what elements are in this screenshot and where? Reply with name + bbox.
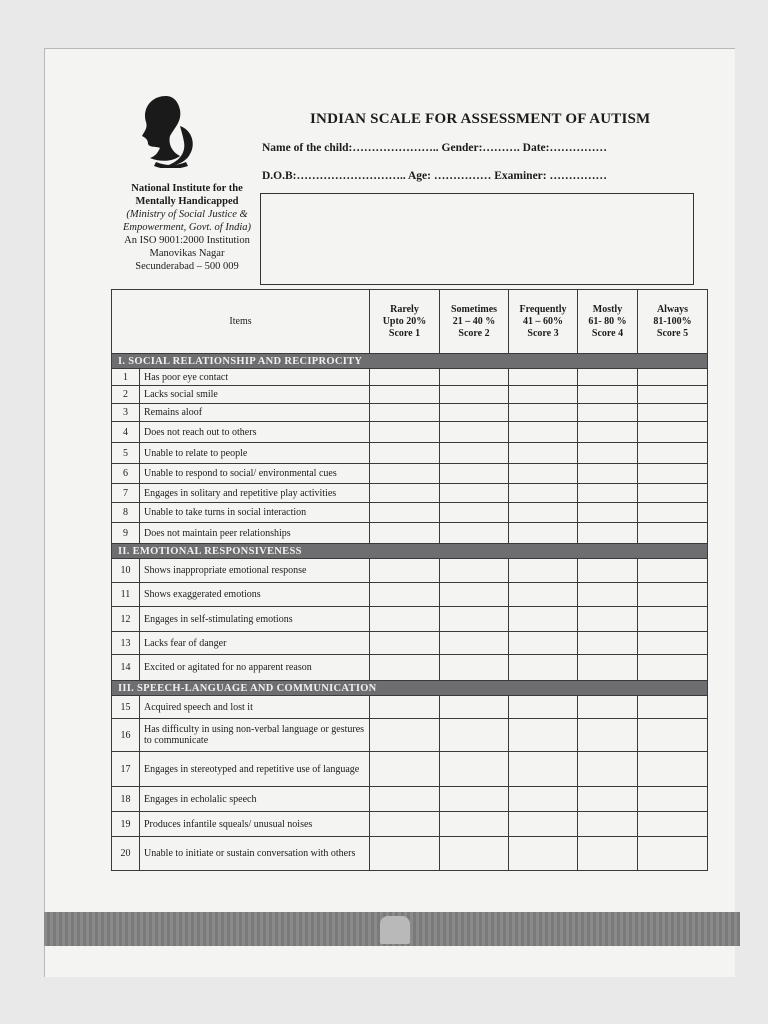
score-3-cell[interactable] xyxy=(509,386,578,404)
score-1-cell[interactable] xyxy=(370,837,440,871)
score-4-cell[interactable] xyxy=(578,812,638,837)
score-4-cell[interactable] xyxy=(578,464,638,484)
section-header-row xyxy=(112,544,708,559)
item-text: Shows inappropriate emotional response xyxy=(140,559,370,583)
institute-line: Secunderabad – 500 009 xyxy=(135,261,239,272)
score-2-cell[interactable] xyxy=(440,632,509,655)
score-1-cell[interactable] xyxy=(370,607,440,632)
score-1-cell[interactable] xyxy=(370,787,440,812)
table-row xyxy=(112,369,708,386)
score-1-cell[interactable] xyxy=(370,484,440,503)
item-number: 7 xyxy=(112,484,140,503)
institute-logo-icon xyxy=(136,92,200,168)
score-4-cell[interactable] xyxy=(578,404,638,422)
score-1-cell[interactable] xyxy=(370,386,440,404)
section-header-row xyxy=(112,354,708,369)
table-row xyxy=(112,386,708,404)
score-3-cell[interactable] xyxy=(509,559,578,583)
table-row xyxy=(112,607,708,632)
score-2-cell[interactable] xyxy=(440,752,509,787)
score-2-cell[interactable] xyxy=(440,559,509,583)
item-text: Remains aloof xyxy=(140,404,370,422)
item-text: Engages in self-stimulating emotions xyxy=(140,607,370,632)
score-4-cell[interactable] xyxy=(578,523,638,544)
score-4-cell[interactable] xyxy=(578,632,638,655)
item-number: 10 xyxy=(112,559,140,583)
item-number: 17 xyxy=(112,752,140,787)
score-1-cell[interactable] xyxy=(370,523,440,544)
item-text: Acquired speech and lost it xyxy=(140,696,370,719)
score-1-cell[interactable] xyxy=(370,752,440,787)
score-3-cell[interactable] xyxy=(509,696,578,719)
table-row xyxy=(112,583,708,607)
score-2-cell[interactable] xyxy=(440,787,509,812)
item-number: 16 xyxy=(112,719,140,752)
score-2-cell[interactable] xyxy=(440,583,509,607)
score-5-cell[interactable] xyxy=(638,787,708,812)
item-text: Unable to take turns in social interaction xyxy=(140,503,370,523)
item-text: Produces infantile squeals/ unusual noises xyxy=(140,812,370,837)
institute-line: Manovikas Nagar xyxy=(149,248,225,259)
item-number: 1 xyxy=(112,369,140,386)
table-row xyxy=(112,484,708,503)
item-text: Excited or agitated for no apparent reason xyxy=(140,655,370,681)
table-row xyxy=(112,812,708,837)
score-5-cell[interactable] xyxy=(638,443,708,464)
item-text: Engages in stereotyped and repetitive use of language xyxy=(140,752,370,787)
score3-header: Frequently 41 – 60% Score 3 xyxy=(509,290,578,354)
table-row xyxy=(112,523,708,544)
score-3-cell[interactable] xyxy=(509,404,578,422)
score-4-cell[interactable] xyxy=(578,443,638,464)
score-4-cell[interactable] xyxy=(578,655,638,681)
table-row xyxy=(112,655,708,681)
score-5-cell[interactable] xyxy=(638,484,708,503)
item-text: Engages in solitary and repetitive play activities xyxy=(140,484,370,503)
page-title: INDIAN SCALE FOR ASSESSMENT OF AUTISM xyxy=(310,111,651,127)
score-1-cell[interactable] xyxy=(370,812,440,837)
table-row xyxy=(112,752,708,787)
score-5-cell[interactable] xyxy=(638,632,708,655)
item-text: Lacks fear of danger xyxy=(140,632,370,655)
score-1-cell[interactable] xyxy=(370,443,440,464)
item-number: 3 xyxy=(112,404,140,422)
score-1-cell[interactable] xyxy=(370,655,440,681)
score-4-cell[interactable] xyxy=(578,607,638,632)
score-5-cell[interactable] xyxy=(638,386,708,404)
score-5-cell[interactable] xyxy=(638,812,708,837)
table-header-row xyxy=(112,290,708,354)
item-text: Does not reach out to others xyxy=(140,422,370,443)
score-5-cell[interactable] xyxy=(638,523,708,544)
institute-line: Empowerment, Govt. of India) xyxy=(122,222,252,233)
item-text: Has difficulty in using non-verbal language or gestures to communicate xyxy=(140,719,370,752)
score-2-cell[interactable] xyxy=(440,422,509,443)
score-1-cell[interactable] xyxy=(370,696,440,719)
section-header-row xyxy=(112,681,708,696)
score-3-cell[interactable] xyxy=(509,752,578,787)
footer-tab xyxy=(380,916,410,944)
score-5-cell[interactable] xyxy=(638,422,708,443)
institute-line: Mentally Handicapped xyxy=(135,196,239,207)
score-5-cell[interactable] xyxy=(638,464,708,484)
item-number: 15 xyxy=(112,696,140,719)
section-title: III. SPEECH-LANGUAGE AND COMMUNICATION xyxy=(112,681,708,696)
score-5-cell[interactable] xyxy=(638,369,708,386)
score-3-cell[interactable] xyxy=(509,837,578,871)
table-row xyxy=(112,443,708,464)
score-1-cell[interactable] xyxy=(370,369,440,386)
score-2-cell[interactable] xyxy=(440,696,509,719)
institute-address xyxy=(100,182,274,273)
item-number: 14 xyxy=(112,655,140,681)
dob-info-line[interactable]: D.O.B:……………………….. Age: …………… Examiner: …………… xyxy=(262,170,607,182)
item-number: 2 xyxy=(112,386,140,404)
score-5-cell[interactable] xyxy=(638,655,708,681)
score-1-cell[interactable] xyxy=(370,719,440,752)
item-text: Unable to relate to people xyxy=(140,443,370,464)
score-5-cell[interactable] xyxy=(638,837,708,871)
score-1-cell[interactable] xyxy=(370,422,440,443)
score-5-cell[interactable] xyxy=(638,583,708,607)
notes-box[interactable] xyxy=(260,193,694,285)
score-1-cell[interactable] xyxy=(370,583,440,607)
score-3-cell[interactable] xyxy=(509,787,578,812)
institute-line: An ISO 9001:2000 Institution xyxy=(124,235,250,246)
score-5-cell[interactable] xyxy=(638,752,708,787)
score-2-cell[interactable] xyxy=(440,719,509,752)
score-2-cell[interactable] xyxy=(440,443,509,464)
table-row xyxy=(112,696,708,719)
score-2-cell[interactable] xyxy=(440,837,509,871)
score-2-cell[interactable] xyxy=(440,812,509,837)
score-1-cell[interactable] xyxy=(370,404,440,422)
score-2-cell[interactable] xyxy=(440,607,509,632)
score-4-cell[interactable] xyxy=(578,837,638,871)
score-3-cell[interactable] xyxy=(509,484,578,503)
item-text: Engages in echolalic speech xyxy=(140,787,370,812)
section-title: I. SOCIAL RELATIONSHIP AND RECIPROCITY xyxy=(112,354,708,369)
score-2-cell[interactable] xyxy=(440,484,509,503)
score-1-cell[interactable] xyxy=(370,559,440,583)
score-4-cell[interactable] xyxy=(578,422,638,443)
score-4-cell[interactable] xyxy=(578,719,638,752)
assessment-table xyxy=(111,289,708,871)
item-number: 18 xyxy=(112,787,140,812)
score-4-cell[interactable] xyxy=(578,752,638,787)
items-header: Items xyxy=(112,290,370,354)
score2-header: Sometimes 21 – 40 % Score 2 xyxy=(440,290,509,354)
score-3-cell[interactable] xyxy=(509,719,578,752)
score-5-cell[interactable] xyxy=(638,503,708,523)
table-row xyxy=(112,422,708,443)
item-text: Unable to initiate or sustain conversation with others xyxy=(140,837,370,871)
item-text: Does not maintain peer relationships xyxy=(140,523,370,544)
score-1-cell[interactable] xyxy=(370,464,440,484)
item-number: 8 xyxy=(112,503,140,523)
score-5-cell[interactable] xyxy=(638,559,708,583)
score-4-cell[interactable] xyxy=(578,696,638,719)
table-row xyxy=(112,464,708,484)
score-2-cell[interactable] xyxy=(440,369,509,386)
item-text: Lacks social smile xyxy=(140,386,370,404)
score-1-cell[interactable] xyxy=(370,503,440,523)
table-row xyxy=(112,503,708,523)
score-4-cell[interactable] xyxy=(578,787,638,812)
score-4-cell[interactable] xyxy=(578,369,638,386)
score-5-cell[interactable] xyxy=(638,719,708,752)
table-row xyxy=(112,404,708,422)
score-2-cell[interactable] xyxy=(440,503,509,523)
table-row xyxy=(112,632,708,655)
score-4-cell[interactable] xyxy=(578,386,638,404)
score-1-cell[interactable] xyxy=(370,632,440,655)
score-3-cell[interactable] xyxy=(509,523,578,544)
item-number: 11 xyxy=(112,583,140,607)
score-5-cell[interactable] xyxy=(638,607,708,632)
item-text: Unable to respond to social/ environmental cues xyxy=(140,464,370,484)
score-3-cell[interactable] xyxy=(509,583,578,607)
score-2-cell[interactable] xyxy=(440,523,509,544)
score-2-cell[interactable] xyxy=(440,464,509,484)
score-5-cell[interactable] xyxy=(638,696,708,719)
score-4-cell[interactable] xyxy=(578,583,638,607)
institute-line: National Institute for the xyxy=(131,183,243,194)
item-number: 6 xyxy=(112,464,140,484)
score-3-cell[interactable] xyxy=(509,812,578,837)
score-3-cell[interactable] xyxy=(509,607,578,632)
section-title: II. EMOTIONAL RESPONSIVENESS xyxy=(112,544,708,559)
score-2-cell[interactable] xyxy=(440,655,509,681)
table-row xyxy=(112,837,708,871)
score-4-cell[interactable] xyxy=(578,484,638,503)
item-number: 12 xyxy=(112,607,140,632)
score-3-cell[interactable] xyxy=(509,655,578,681)
item-number: 5 xyxy=(112,443,140,464)
score-5-cell[interactable] xyxy=(638,404,708,422)
score1-header: Rarely Upto 20% Score 1 xyxy=(370,290,440,354)
item-number: 19 xyxy=(112,812,140,837)
score-2-cell[interactable] xyxy=(440,386,509,404)
score-2-cell[interactable] xyxy=(440,404,509,422)
score-3-cell[interactable] xyxy=(509,464,578,484)
score-3-cell[interactable] xyxy=(509,369,578,386)
score-4-cell[interactable] xyxy=(578,503,638,523)
score-3-cell[interactable] xyxy=(509,422,578,443)
table-row xyxy=(112,719,708,752)
item-number: 9 xyxy=(112,523,140,544)
item-text: Shows exaggerated emotions xyxy=(140,583,370,607)
item-number: 20 xyxy=(112,837,140,871)
item-text: Has poor eye contact xyxy=(140,369,370,386)
score-3-cell[interactable] xyxy=(509,632,578,655)
table-row xyxy=(112,559,708,583)
child-info-line[interactable]: Name of the child:………………….. Gender:………. Date:…………… xyxy=(262,142,607,154)
item-number: 4 xyxy=(112,422,140,443)
item-number: 13 xyxy=(112,632,140,655)
table-row xyxy=(112,787,708,812)
score-4-cell[interactable] xyxy=(578,559,638,583)
score-3-cell[interactable] xyxy=(509,503,578,523)
score5-header: Always 81-100% Score 5 xyxy=(638,290,708,354)
score4-header: Mostly 61- 80 % Score 4 xyxy=(578,290,638,354)
score-3-cell[interactable] xyxy=(509,443,578,464)
institute-line: (Ministry of Social Justice & xyxy=(126,209,248,220)
